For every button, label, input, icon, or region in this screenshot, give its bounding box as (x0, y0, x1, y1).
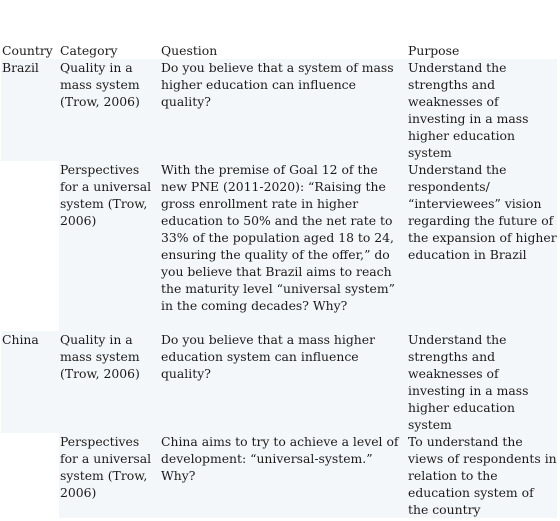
category-cell: Perspectives for a universal system (Trow, 2006) (59, 433, 160, 518)
header-country: Country (2, 43, 53, 58)
country-cell: Brazil (1, 59, 59, 161)
table-row (1, 59, 557, 161)
country-cell (1, 433, 59, 518)
question-cell: Do you believe that a mass higher education system can influence quality? (160, 331, 407, 433)
purpose-cell: Understand the strengths and weaknesses of investing in a mass higher education system (407, 331, 557, 433)
table-row (1, 161, 557, 331)
question-cell: With the premise of Goal 12 of the new PNE (2011-2020): “Raising the gross enrollment rate in higher education to 50% and the net rate to 33% of the population aged 18 to 24, ensuring the quality of the offer,” do you believe that Brazil aims to reach the maturity level “universal system” in the coming decades? Why? (160, 161, 407, 331)
table-row (1, 433, 557, 518)
question-cell: China aims to try to achieve a level of development: “universal-system.” Why? (160, 433, 407, 518)
table-header-row (1, 42, 557, 59)
interview-questions-table (1, 42, 557, 518)
table-row (1, 331, 557, 433)
country-cell: China (1, 331, 59, 433)
category-cell: Perspectives for a universal system (Trow, 2006) (59, 161, 160, 331)
header-purpose: Purpose (408, 43, 460, 58)
purpose-cell: To understand the views of respondents in relation to the education system of the country (408, 434, 557, 517)
category-cell: Quality in a mass system (Trow, 2006) (59, 331, 160, 433)
header-question: Question (161, 43, 218, 58)
question-cell: Do you believe that a system of mass higher education can influence quality? (160, 59, 407, 161)
category-cell: Quality in a mass system (Trow, 2006) (59, 59, 160, 161)
header-category: Category (60, 43, 118, 58)
purpose-cell: Understand the respondents/ “interviewees” vision regarding the future of the expansion of higher education in Brazil (407, 161, 557, 331)
country-cell (1, 161, 59, 331)
purpose-cell: Understand the strengths and weaknesses of investing in a mass higher education system (407, 59, 557, 161)
